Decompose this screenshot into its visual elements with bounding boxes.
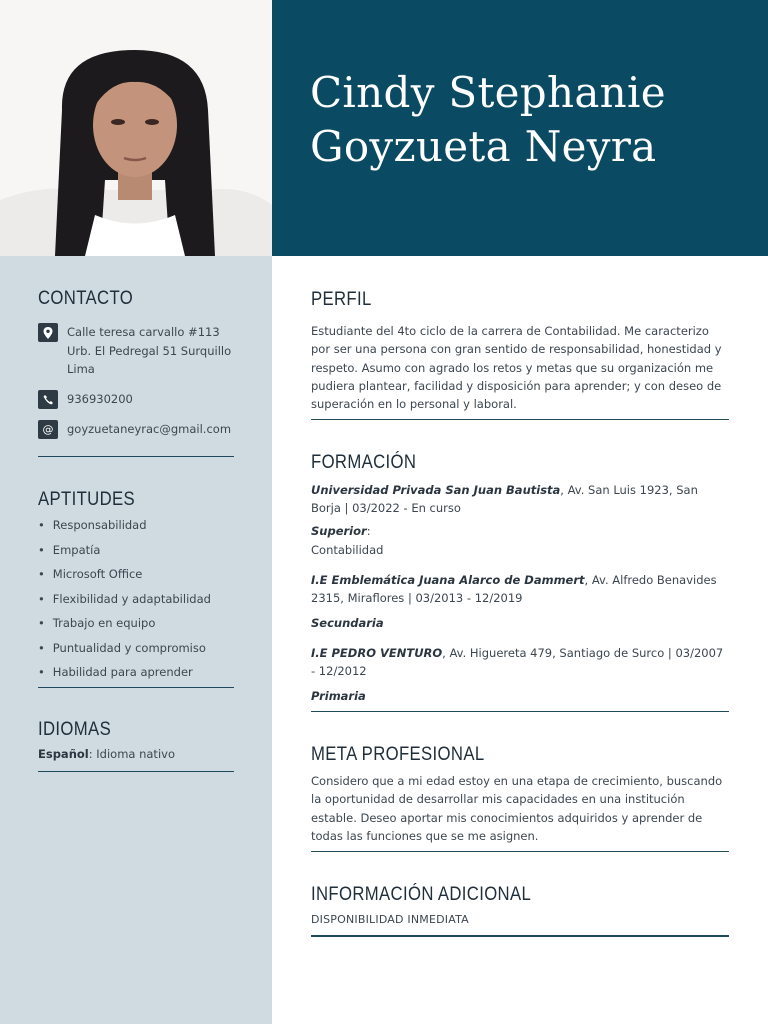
list-item: • Microsoft Office bbox=[38, 564, 211, 589]
contact-address-row bbox=[38, 323, 247, 379]
contact-phone[interactable]: 936930200 bbox=[67, 392, 133, 406]
education-entry-3 bbox=[311, 644, 731, 681]
education-title: FORMACIÓN bbox=[311, 452, 417, 473]
language-name: Español bbox=[38, 747, 89, 761]
education-level-1: Superior: bbox=[311, 524, 371, 538]
school-name: I.E PEDRO VENTURO bbox=[311, 646, 443, 660]
list-item: • Trabajo en equipo bbox=[38, 613, 211, 638]
education-level-2 bbox=[311, 614, 731, 632]
name-line-1: Cindy Stephanie bbox=[310, 68, 666, 117]
education-level-3 bbox=[311, 687, 731, 705]
education-entry-1 bbox=[311, 481, 731, 518]
name-line-2: Goyzueta Neyra bbox=[310, 122, 657, 171]
education-level: Secundaria bbox=[311, 616, 384, 630]
education-divider bbox=[311, 711, 729, 712]
list-item: • Responsabilidad bbox=[38, 515, 211, 540]
language-level: Idioma nativo bbox=[96, 747, 175, 761]
education-level: Superior bbox=[311, 524, 367, 538]
header-banner bbox=[272, 0, 768, 256]
skills-divider bbox=[38, 687, 234, 688]
map-pin-icon bbox=[38, 323, 58, 342]
school-name: I.E Emblemática Juana Alarco de Dammert bbox=[311, 573, 585, 587]
contact-divider bbox=[38, 456, 234, 457]
school-detail: , Av. Alfredo Benavides 2315, Miraflores | 03/2013 - 12/2019 bbox=[311, 573, 717, 606]
contact-email[interactable]: goyzuetaneyrac@gmail.com bbox=[67, 422, 232, 436]
language-entry: Español: Idioma nativo bbox=[38, 747, 175, 761]
languages-title: IDIOMAS bbox=[38, 719, 112, 740]
school-name: Universidad Privada San Juan Bautista bbox=[311, 483, 561, 497]
list-item: • Puntualidad y compromiso bbox=[38, 638, 211, 663]
goal-title: META PROFESIONAL bbox=[311, 744, 485, 765]
contact-email-row bbox=[38, 420, 247, 439]
contact-phone-row bbox=[38, 390, 247, 409]
at-icon: @ bbox=[38, 420, 58, 439]
full-name bbox=[310, 66, 750, 174]
education-entry-2 bbox=[311, 571, 731, 608]
education-field: Contabilidad bbox=[311, 543, 384, 557]
school-detail: , Av. Higuereta 479, Santiago de Surco | 03/2007 - 12/2012 bbox=[311, 646, 724, 679]
phone-icon bbox=[38, 390, 58, 409]
education-level: Primaria bbox=[311, 689, 366, 703]
contact-title: CONTACTO bbox=[38, 288, 134, 309]
goal-divider bbox=[311, 851, 729, 852]
additional-text: DISPONIBILIDAD INMEDIATA bbox=[311, 913, 469, 926]
languages-divider bbox=[38, 771, 234, 772]
additional-title: INFORMACIÓN ADICIONAL bbox=[311, 884, 532, 905]
list-item: • Habilidad para aprender bbox=[38, 662, 211, 687]
goal-text: Considero que a mi edad estoy en una etapa de crecimiento, buscando la oportunidad de desarrollar mis capacidades en una institución estable. Deseo aportar mis conocimientos adquiridos y aprender de todas las funciones que se me asignen. bbox=[311, 774, 723, 843]
skills-title: APTITUDES bbox=[38, 489, 136, 510]
list-item: • Empatía bbox=[38, 540, 211, 565]
profile-divider bbox=[311, 419, 729, 420]
skills-list bbox=[38, 515, 211, 687]
list-item: • Flexibilidad y adaptabilidad bbox=[38, 589, 211, 614]
profile-title: PERFIL bbox=[311, 289, 372, 310]
contact-address: Calle teresa carvallo #113 Urb. El Pedregal 51 Surquillo Lima bbox=[67, 325, 232, 376]
profile-text: Estudiante del 4to ciclo de la carrera de Contabilidad. Me caracterizo por ser una persona con gran sentido de responsabilidad, honestidad y respeto. Asumo con agrado los retos y metas que su organización me pudiera plantear, facilidad y disposición para aprender; y con deseo de superación en lo personal y laboral. bbox=[311, 324, 722, 412]
portrait-illustration bbox=[0, 0, 272, 256]
profile-photo bbox=[0, 0, 272, 256]
school-detail: , Av. San Luis 1923, San Borja | 03/2022 - En curso bbox=[311, 483, 698, 516]
additional-divider bbox=[311, 935, 729, 937]
